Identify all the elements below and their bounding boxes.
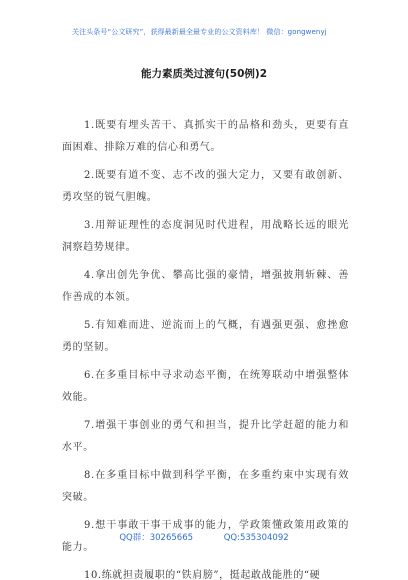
list-item: 8.在多重目标中做到科学平衡，在多重约束中实现有效突破。: [62, 470, 349, 503]
list-item: 7.增强干事创业的勇气和担当，提升比学赶超的能力和水平。: [62, 420, 349, 453]
header-promo-text: 关注头条号“公文研究”，获得最新最全最专业的公文资料库！ 微信：gongwenyj: [72, 28, 327, 36]
item-list: [62, 115, 349, 580]
document-title: 能力素质类过渡句(50例)2: [140, 68, 267, 80]
footer-qq: QQ:535304092: [223, 533, 289, 543]
footer-qq-group: QQ群：30265665: [119, 533, 194, 543]
list-item: 3.用辩证理性的态度洞见时代进程，用战略长远的眼光洞察趋势规律。: [62, 220, 349, 253]
list-item: 10.练就担责履职的“铁肩膀”，挺起敢战能胜的“硬: [84, 570, 321, 580]
list-item: 4.拿出创先争优、攀高比强的豪情，增强披荆斩棘、善作善成的本领。: [62, 270, 349, 303]
list-item: 2.既要有道不变、志不改的强大定力，又要有敢创新、勇攻坚的锐气胆魄。: [62, 170, 349, 203]
list-item: 9.想干事敢干事干成事的能力，学政策懂政策用政策的能力。: [62, 520, 349, 553]
footer-contact: [0, 532, 408, 544]
list-item: 6.在多重目标中寻求动态平衡，在统筹联动中增强整体效能。: [62, 370, 349, 403]
list-item: 1.既要有埋头苦干、真抓实干的品格和劲头，更要有直面困难、排除万难的信心和勇气。: [62, 120, 349, 153]
list-item: 5.有知难而进、逆流而上的气概，有遇强更强、愈挫愈勇的坚韧。: [62, 320, 349, 353]
